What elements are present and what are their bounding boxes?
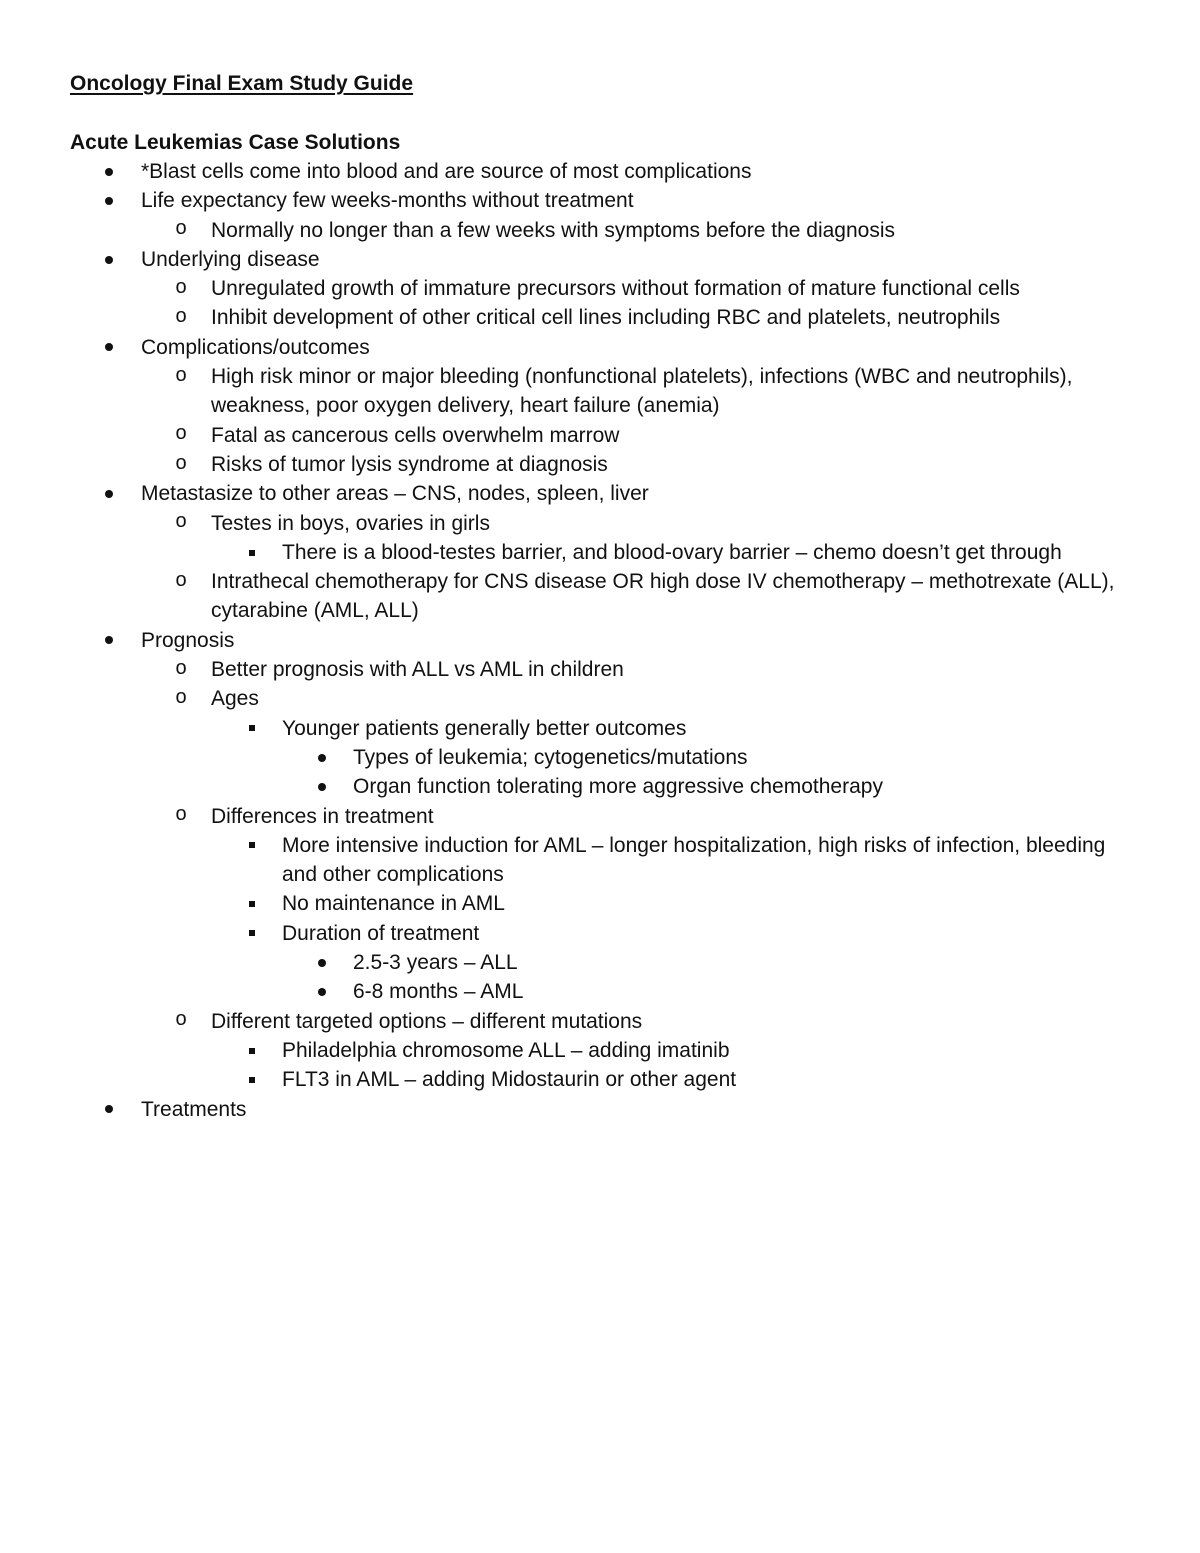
list-item-text: No maintenance in AML: [282, 892, 505, 916]
bullet-dot-icon: [313, 743, 331, 772]
bullet-square-icon: [243, 919, 261, 948]
document-title: Oncology Final Exam Study Guide: [70, 72, 414, 95]
bullet-outline: [0, 157, 1200, 1124]
bullet-ring-icon: o: [175, 305, 187, 328]
list-item: [0, 450, 1200, 479]
bullet-ring-icon: o: [175, 275, 187, 298]
bullet-ring-icon: o: [175, 363, 187, 386]
bullet-ring-icon: o: [175, 656, 187, 679]
list-item: [0, 772, 1200, 801]
bullet-dot-icon: [100, 479, 118, 508]
list-item-text: Better prognosis with ALL vs AML in children: [211, 658, 624, 682]
list-item-text: Complications/outcomes: [141, 335, 370, 359]
list-item-text: Life expectancy few weeks-months without treatment: [141, 189, 634, 213]
list-item-text: Normally no longer than a few weeks with symptoms before the diagnosis: [211, 218, 895, 242]
list-item: [0, 538, 1200, 567]
list-item: [0, 1095, 1200, 1124]
list-item: [0, 421, 1200, 450]
list-item-text: *Blast cells come into blood and are source of most complications: [141, 160, 752, 183]
list-item-text: Treatments: [141, 1097, 247, 1121]
list-item-text: FLT3 in AML – adding Midostaurin or other agent: [282, 1068, 737, 1092]
list-item-text: Fatal as cancerous cells overwhelm marrow: [211, 423, 620, 447]
bullet-ring-icon: o: [175, 422, 187, 445]
list-item: [0, 977, 1200, 1006]
bullet-square-icon: [243, 831, 261, 860]
list-item: [0, 684, 1200, 713]
list-item-text: Prognosis: [141, 628, 235, 652]
bullet-dot-icon: [313, 772, 331, 801]
list-item: [0, 333, 1200, 362]
list-item: [0, 157, 1200, 186]
list-item: [0, 831, 1200, 890]
bullet-dot-icon: [100, 1095, 118, 1124]
bullet-square-icon: [243, 889, 261, 918]
bullet-square-icon: [243, 538, 261, 567]
bullet-ring-icon: o: [175, 568, 187, 591]
bullet-ring-icon: o: [175, 1008, 187, 1031]
list-item: [0, 1065, 1200, 1094]
list-item-text: Ages: [211, 687, 259, 711]
bullet-dot-icon: [313, 977, 331, 1006]
list-item: [0, 186, 1200, 215]
list-item-text: There is a blood-testes barrier, and blood-ovary barrier – chemo doesn’t get through: [282, 540, 1062, 564]
bullet-dot-icon: [313, 948, 331, 977]
list-item-text: Metastasize to other areas – CNS, nodes, spleen, liver: [141, 482, 649, 506]
list-item-text: Different targeted options – different mutations: [211, 1009, 643, 1033]
section-heading: Acute Leukemias Case Solutions: [70, 131, 401, 154]
list-item-text: Testes in boys, ovaries in girls: [211, 511, 490, 535]
list-item: [0, 889, 1200, 918]
list-item: [0, 303, 1200, 332]
bullet-ring-icon: o: [175, 451, 187, 474]
list-item: [0, 743, 1200, 772]
list-item: [0, 655, 1200, 684]
list-item: [0, 245, 1200, 274]
list-item-text: Organ function tolerating more aggressive chemotherapy: [353, 775, 883, 799]
list-item: [0, 567, 1200, 626]
bullet-dot-icon: [100, 186, 118, 215]
list-item-text: Intrathecal chemotherapy for CNS disease OR high dose IV chemotherapy – methotrexate (ALL), cytarabine (AML, ALL): [211, 570, 1115, 623]
list-item: [0, 362, 1200, 421]
bullet-dot-icon: [100, 245, 118, 274]
list-item: [0, 626, 1200, 655]
list-item: [0, 919, 1200, 948]
bullet-ring-icon: o: [175, 803, 187, 826]
list-item-text: Inhibit development of other critical cell lines including RBC and platelets, neutrophils: [211, 306, 1001, 330]
list-item-text: Unregulated growth of immature precursors without formation of mature functional cells: [211, 277, 1020, 301]
list-item-text: Duration of treatment: [282, 921, 480, 945]
list-item-text: Differences in treatment: [211, 804, 434, 828]
list-item: [0, 802, 1200, 831]
list-item-text: 2.5-3 years – ALL: [353, 951, 518, 975]
list-item-text: Types of leukemia; cytogenetics/mutations: [353, 745, 748, 769]
bullet-square-icon: [243, 1036, 261, 1065]
list-item: [0, 1036, 1200, 1065]
list-item-text: Philadelphia chromosome ALL – adding imatinib: [282, 1038, 730, 1062]
bullet-ring-icon: o: [175, 685, 187, 708]
list-item-text: Risks of tumor lysis syndrome at diagnosis: [211, 452, 608, 476]
bullet-ring-icon: o: [175, 217, 187, 240]
list-item: [0, 479, 1200, 508]
list-item: [0, 509, 1200, 538]
list-item: [0, 1007, 1200, 1036]
list-item-text: More intensive induction for AML – longer hospitalization, high risks of infection, bleeding and other complications: [282, 833, 1106, 887]
list-item-text: Younger patients generally better outcomes: [282, 716, 687, 740]
bullet-ring-icon: o: [175, 510, 187, 533]
bullet-square-icon: [243, 1065, 261, 1094]
list-item: [0, 948, 1200, 977]
list-item-text: 6-8 months – AML: [353, 980, 524, 1004]
bullet-dot-icon: [100, 333, 118, 362]
list-item-text: High risk minor or major bleeding (nonfunctional platelets), infections (WBC and neutrophils), weakness, poor oxygen delivery, heart failure (anemia): [211, 365, 1073, 418]
bullet-dot-icon: [100, 157, 118, 186]
list-item: [0, 216, 1200, 245]
list-item-text: Underlying disease: [141, 247, 320, 271]
bullet-dot-icon: [100, 626, 118, 655]
list-item: [0, 714, 1200, 743]
list-item: [0, 274, 1200, 303]
bullet-square-icon: [243, 714, 261, 743]
